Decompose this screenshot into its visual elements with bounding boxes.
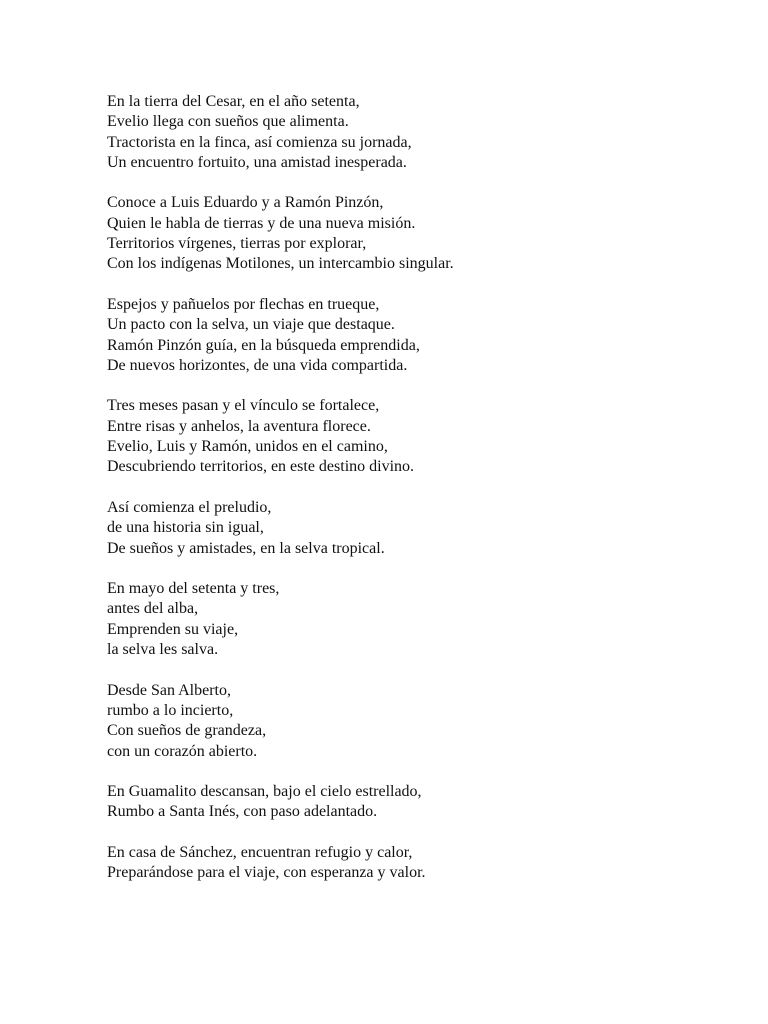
stanza-8 [107,782,727,823]
poem-line: Conoce a Luis Eduardo y a Ramón Pinzón, [107,194,384,212]
stanza-7 [107,681,727,762]
poem-line: Con los indígenas Motilones, un intercambio singular. [107,255,454,273]
stanza-6 [107,579,727,660]
stanza-1 [107,92,727,173]
poem-line: Espejos y pañuelos por flechas en trueque, [107,295,380,313]
stanza-2 [107,193,727,274]
poem-body [107,92,727,904]
poem-line: antes del alba, [107,600,199,618]
poem-line: Tres meses pasan y el vínculo se fortalece, [107,397,380,415]
poem-line: Descubriendo territorios, en este destino divino. [107,458,415,476]
stanza-3 [107,295,727,376]
poem-line: con un corazón abierto. [107,742,258,760]
poem-line: de una historia sin igual, [107,519,264,537]
poem-line: En casa de Sánchez, encuentran refugio y calor, [107,843,413,861]
poem-line: Así comienza el preludio, [107,498,272,516]
poem-line: Evelio llega con sueños que alimenta. [107,113,349,131]
poem-line: Tractorista en la finca, así comienza su jornada, [107,133,412,151]
poem-line: Preparándose para el viaje, con esperanza y valor. [107,864,426,882]
poem-line: Rumbo a Santa Inés, con paso adelantado. [107,803,378,821]
stanza-9 [107,843,727,884]
poem-line: rumbo a lo incierto, [107,701,234,719]
poem-line: Evelio, Luis y Ramón, unidos en el camino, [107,438,388,456]
poem-line: De sueños y amistades, en la selva tropical. [107,539,385,557]
poem-line: Territorios vírgenes, tierras por explorar, [107,235,367,253]
poem-line: En mayo del setenta y tres, [107,580,280,598]
poem-line: De nuevos horizontes, de una vida compartida. [107,356,408,374]
poem-line: Desde San Alberto, [107,681,231,699]
poem-line: Con sueños de grandeza, [107,722,267,740]
poem-line: Ramón Pinzón guía, en la búsqueda emprendida, [107,336,420,354]
poem-line: Entre risas y anhelos, la aventura florece. [107,417,371,435]
poem-line: la selva les salva. [107,641,219,659]
poem-line: Emprenden su viaje, [107,620,239,638]
poem-line: Un encuentro fortuito, una amistad inesperada. [107,153,407,171]
poem-line: En Guamalito descansan, bajo el cielo estrellado, [107,783,422,801]
stanza-5 [107,498,727,559]
poem-line: Un pacto con la selva, un viaje que destaque. [107,316,395,334]
poem-line: En la tierra del Cesar, en el año setenta, [107,93,360,110]
stanza-4 [107,396,727,477]
poem-line: Quien le habla de tierras y de una nueva misión. [107,214,416,232]
